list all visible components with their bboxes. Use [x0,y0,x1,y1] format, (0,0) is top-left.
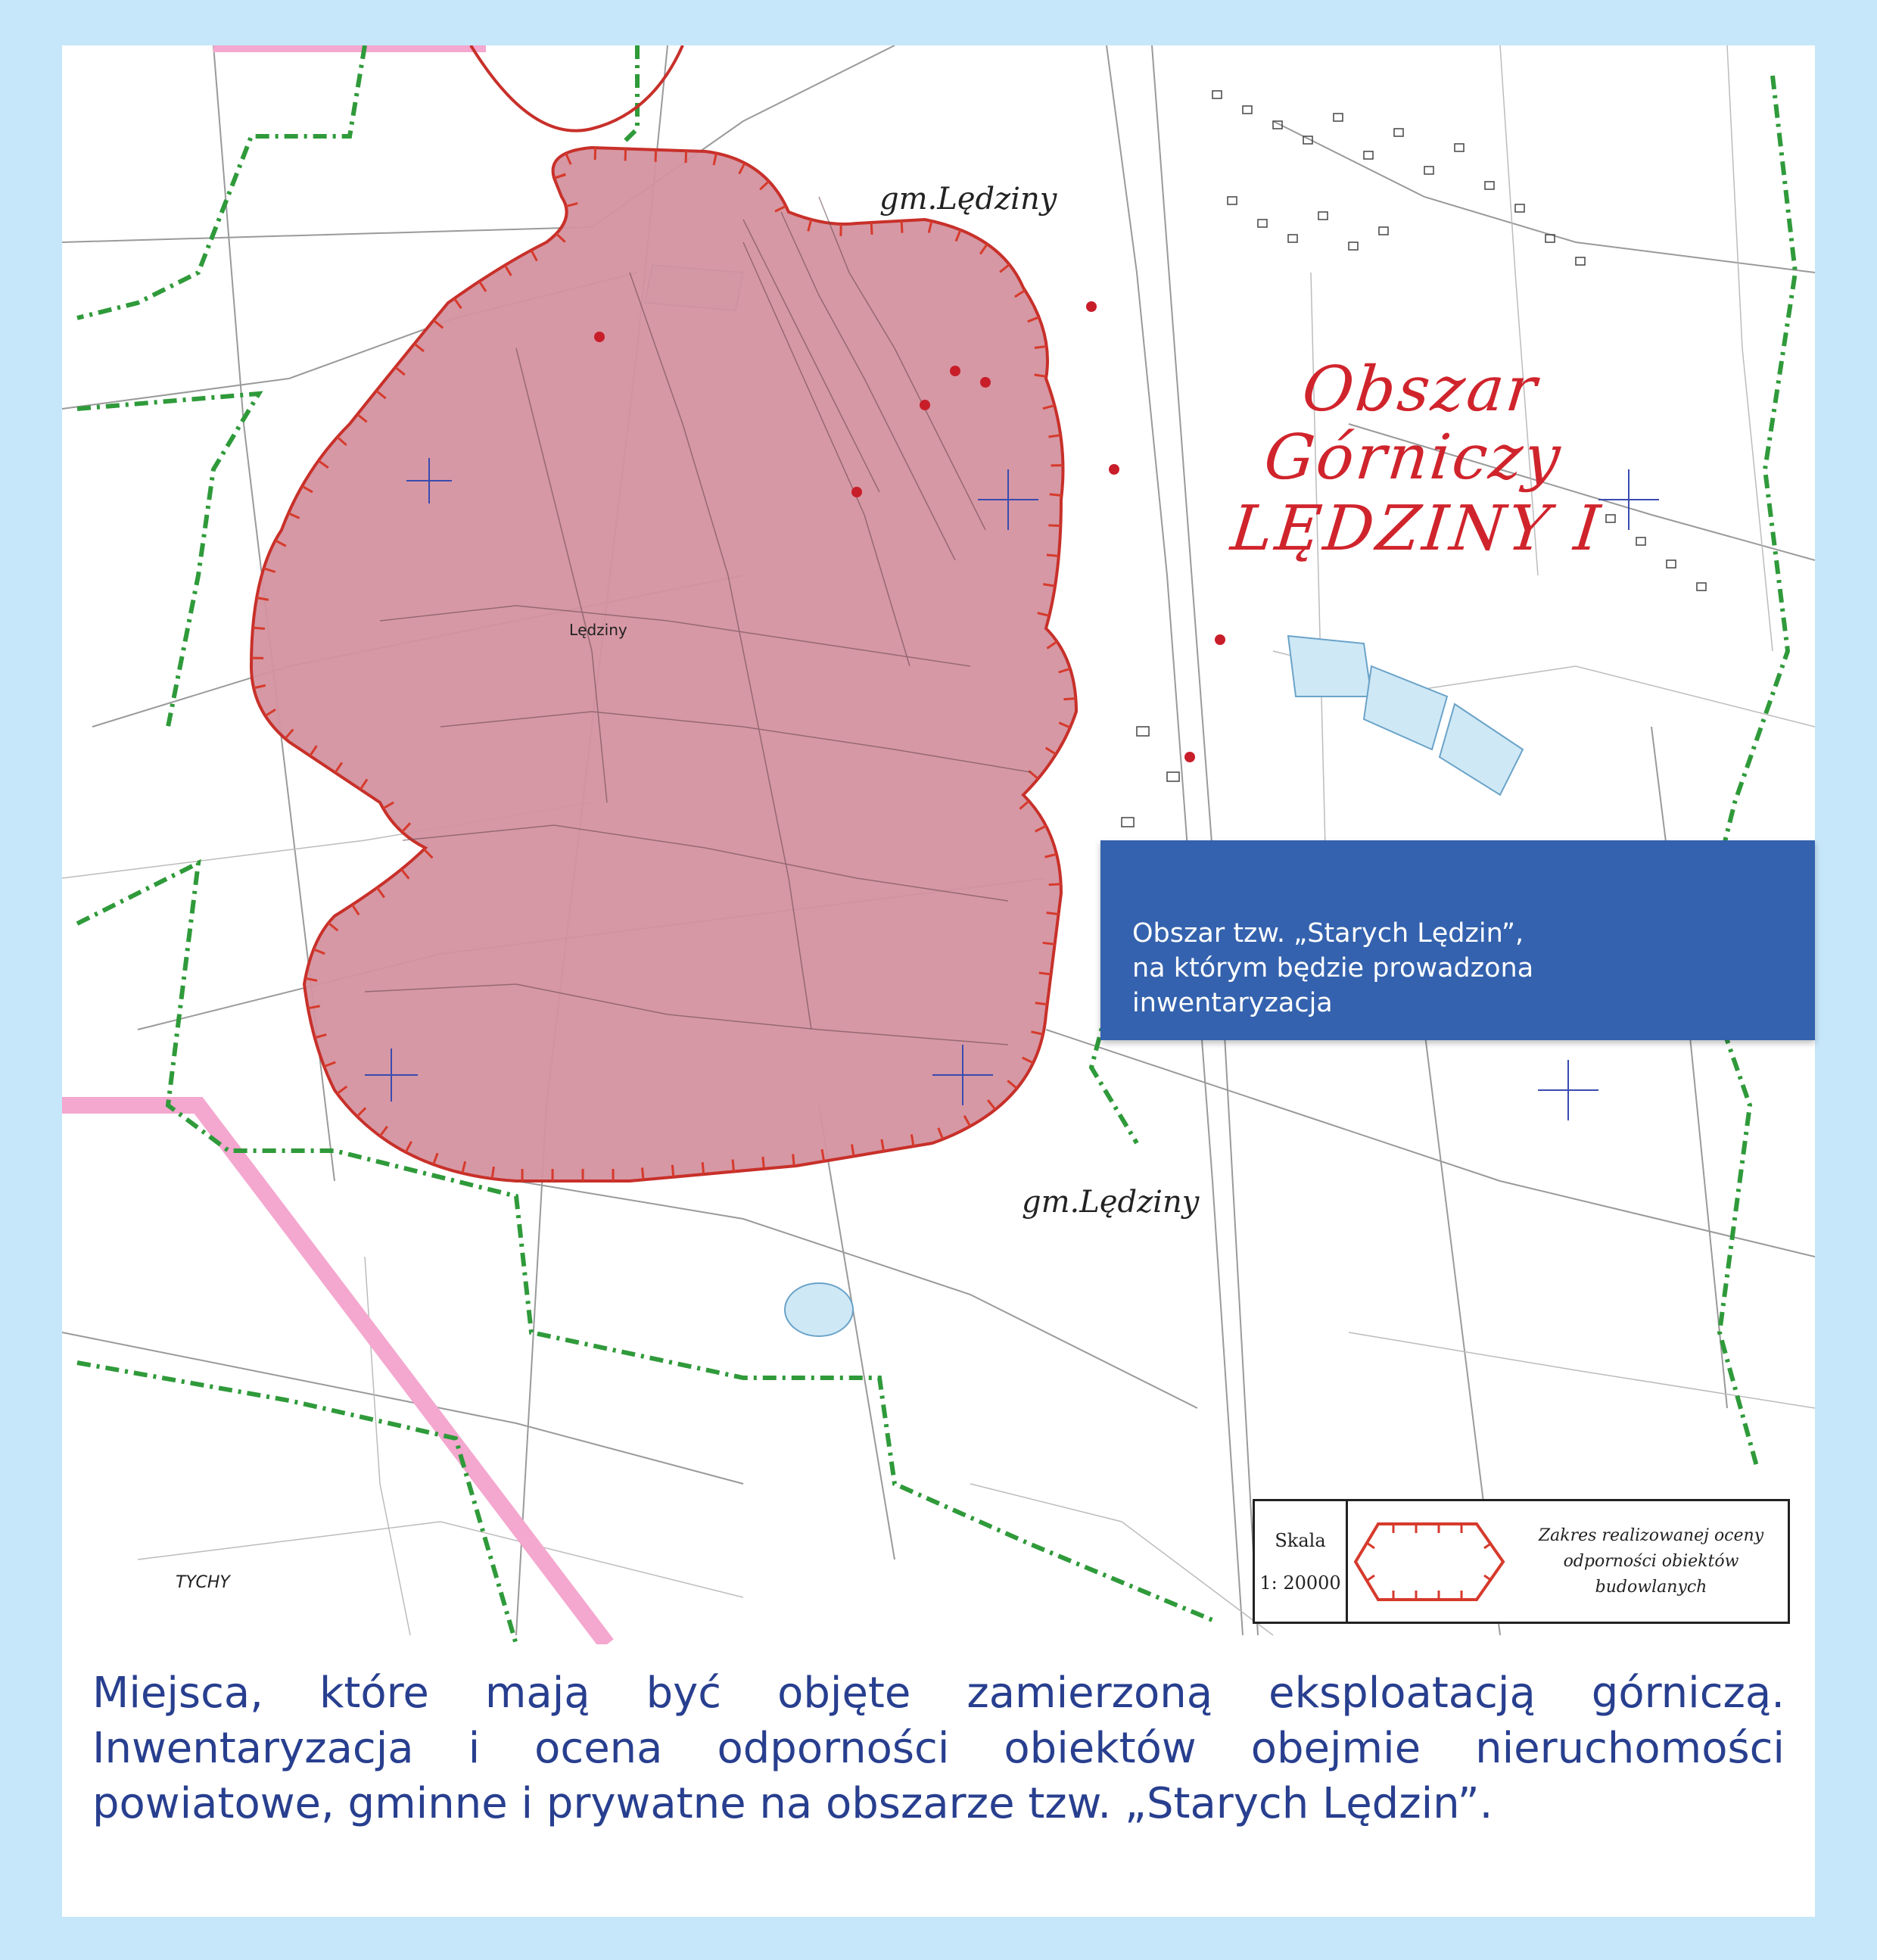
legend-description [1514,1501,1788,1622]
adjacent-area-boundary [471,45,683,131]
town-label: Lędziny [569,621,627,639]
legend-desc-line3: budowlanych [1595,1577,1707,1597]
hatch-tick [595,148,596,160]
mining-area-title-line1: Obszar Górniczy [1261,354,1566,494]
legend-desc-line2: odporności obiektów [1563,1551,1739,1571]
hatch-tick [1039,973,1051,974]
inventory-area-callout [1100,840,1815,1040]
hatch-tick [1050,494,1062,496]
legend-scale [1255,1501,1348,1622]
mining-area-title [1144,356,1689,564]
hatch-tick [1047,913,1059,915]
scale-value: 1: 20000 [1259,1572,1341,1594]
caption-line3: powiatowe, gminne i prywatne na obszarze tzw. „Starych Lędzin”. [92,1779,1493,1828]
legend-desc-line1: Zakres realizowanej oceny [1538,1525,1764,1545]
hatch-tick [1048,525,1060,526]
legend-area-symbol [1348,1501,1514,1622]
caption-line2: Inwentaryzacja i ocena odporności obiektów obejmie nieruchomości [92,1724,1785,1773]
hatch-tick [1035,347,1047,348]
area-symbol-icon [1348,1501,1514,1622]
hatch-tick [625,148,626,160]
tychy-label: TYCHY [176,1573,230,1592]
hatch-tick [1035,1003,1047,1005]
hatch-tick [702,1162,703,1174]
hatch-tick [492,1167,493,1179]
assessment-area [251,148,1076,1181]
hatch-tick [1043,943,1055,944]
mining-area-title-line2: LĘDZINY I [1228,493,1606,566]
hatch-tick [901,221,902,233]
caption-text [92,1666,1785,1831]
callout-line1: Obszar tzw. „Starych Lędzin”, [1132,918,1524,949]
scale-label: Skala [1275,1529,1326,1551]
hatch-tick [672,1165,673,1177]
hatch-tick [871,223,872,235]
gmina-label-top: gm.Lędziny [879,182,1057,217]
hatch-tick [1049,884,1061,885]
hatch-tick [763,1157,764,1169]
callout-line3: inwentaryzacja [1132,988,1333,1018]
hatch-tick [793,1154,794,1166]
hatch-tick [655,150,656,162]
map-legend [1253,1499,1790,1624]
gmina-label-bottom: gm.Lędziny [1022,1185,1200,1220]
hatch-tick [1063,699,1075,700]
callout-line2: na którym będzie prowadzona [1132,953,1534,983]
caption-line1: Miejsca, które mają być objęte zamierzoną eksploatacją górniczą. [92,1669,1785,1718]
hatch-tick [1047,555,1059,556]
